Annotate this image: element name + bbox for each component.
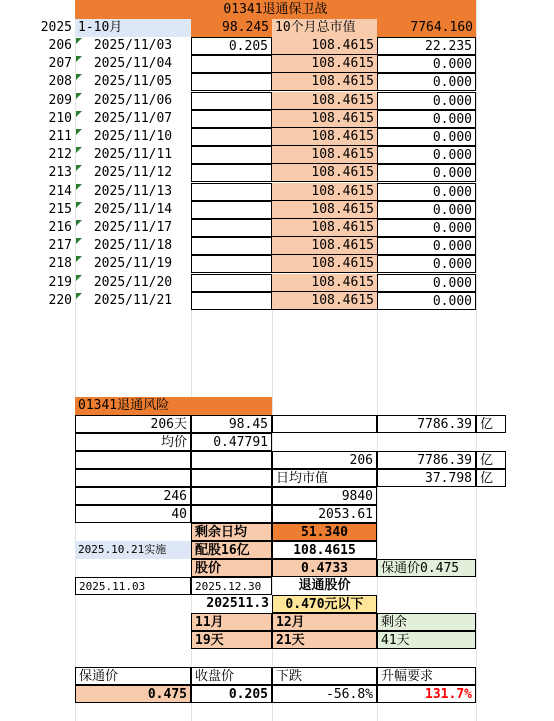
row-date[interactable]: 2025/11/06 <box>93 92 173 108</box>
row-price[interactable] <box>191 292 272 310</box>
row-value[interactable]: 0.000 <box>377 237 476 255</box>
row-price[interactable] <box>191 92 272 110</box>
row-cap[interactable]: 108.4615 <box>272 164 377 182</box>
row-date[interactable]: 2025/11/18 <box>93 238 173 254</box>
empty-cell[interactable] <box>191 469 272 487</box>
cell-indicator-icon <box>76 74 82 80</box>
header-avg[interactable]: 98.245 <box>191 19 272 37</box>
row-date[interactable]: 2025/11/21 <box>93 292 173 308</box>
price-value[interactable]: 0.4733 <box>272 559 377 577</box>
cell-indicator-icon <box>76 165 82 171</box>
top-table-title[interactable]: 01341退通保卫战 <box>75 0 476 19</box>
below-price[interactable]: 0.470元以下 <box>272 595 377 613</box>
cell-indicator-icon <box>76 202 82 208</box>
row-price[interactable] <box>191 110 272 128</box>
row-price[interactable] <box>191 128 272 146</box>
bottom-drop-value[interactable]: -56.8% <box>272 685 377 703</box>
cell-indicator-icon <box>76 93 82 99</box>
row-value[interactable]: 0.000 <box>377 128 476 146</box>
price-label[interactable]: 股价 <box>191 559 272 577</box>
bottom-header-close[interactable]: 收盘价 <box>191 667 272 685</box>
cell-indicator-icon <box>76 56 82 62</box>
row-number[interactable]: 216 <box>48 220 72 235</box>
risk-days[interactable]: 206天 <box>75 415 191 433</box>
remain-avg[interactable]: 51.340 <box>272 523 377 541</box>
row-value[interactable]: 0.000 <box>377 292 476 310</box>
row-number[interactable]: 206 <box>48 38 72 53</box>
row-number[interactable]: 207 <box>48 56 72 72</box>
row-date[interactable]: 2025/11/04 <box>93 56 173 72</box>
row-price[interactable] <box>191 255 272 273</box>
risk-total-2[interactable]: 7786.39 <box>377 451 476 469</box>
row-date[interactable]: 2025/11/17 <box>93 220 173 235</box>
row-number[interactable]: 217 <box>48 238 72 254</box>
row-date[interactable]: 2025/11/14 <box>93 201 173 217</box>
header-year[interactable]: 2025 <box>40 20 72 35</box>
row-date[interactable]: 2025/11/03 <box>93 38 173 53</box>
row-cap[interactable]: 108.4615 <box>272 92 377 110</box>
gridline <box>476 0 477 721</box>
row-date[interactable]: 2025/11/10 <box>93 129 173 144</box>
risk-days-avg[interactable]: 98.45 <box>191 415 272 433</box>
row-price[interactable] <box>191 219 272 237</box>
days-21[interactable]: 21天 <box>272 631 377 649</box>
empty-cell[interactable] <box>191 487 272 505</box>
row-price[interactable] <box>191 237 272 255</box>
row-number[interactable]: 211 <box>48 129 72 144</box>
empty-cell[interactable] <box>272 415 377 433</box>
cell-indicator-icon <box>76 111 82 117</box>
row-price[interactable] <box>191 183 272 201</box>
cell-indicator-icon <box>76 238 82 244</box>
header-total-label[interactable]: 10个月总市值 <box>272 19 377 37</box>
month-12[interactable]: 12月 <box>272 613 377 631</box>
cell-indicator-icon <box>76 129 82 135</box>
row-cap[interactable]: 108.4615 <box>272 110 377 128</box>
empty-cell[interactable] <box>191 505 272 523</box>
row-value[interactable]: 0.000 <box>377 92 476 110</box>
row-number[interactable]: 209 <box>48 92 72 108</box>
bottom-header-protect[interactable]: 保通价 <box>75 667 191 685</box>
row-value[interactable]: 0.000 <box>377 55 476 73</box>
bottom-protect-value[interactable]: 0.475 <box>75 685 191 703</box>
row-date[interactable]: 2025/11/12 <box>93 165 173 181</box>
row-cap[interactable]: 108.4615 <box>272 37 377 55</box>
remain-avg-label[interactable]: 剩余日均 <box>191 523 272 541</box>
row-value[interactable]: 0.000 <box>377 219 476 237</box>
row-cap[interactable]: 108.4615 <box>272 237 377 255</box>
row-value[interactable]: 0.000 <box>377 201 476 219</box>
risk-n40[interactable]: 40 <box>75 505 191 523</box>
protect-price-label[interactable]: 保通价0.475 <box>377 559 476 577</box>
row-number[interactable]: 218 <box>48 256 72 272</box>
empty-cell[interactable] <box>191 451 272 469</box>
row-cap[interactable]: 108.4615 <box>272 128 377 146</box>
risk-n246[interactable]: 246 <box>75 487 191 505</box>
row-price[interactable] <box>191 146 272 164</box>
unit-label: 亿 <box>476 469 506 487</box>
days-19[interactable]: 19天 <box>191 631 272 649</box>
row-date[interactable]: 2025/11/13 <box>93 183 173 199</box>
cell-indicator-icon <box>76 38 82 44</box>
delist-price-label[interactable]: 退通股价 <box>298 578 351 593</box>
impl-date[interactable]: 2025.10.21实施 <box>75 541 191 559</box>
bottom-rise-value[interactable]: 131.7% <box>377 685 476 703</box>
risk-total-1[interactable]: 7786.39 <box>377 415 476 433</box>
row-cap[interactable]: 108.4615 <box>272 292 377 310</box>
daily-cap[interactable]: 37.798 <box>377 469 476 487</box>
row-cap[interactable]: 108.4615 <box>272 55 377 73</box>
row-value[interactable]: 0.000 <box>377 73 476 91</box>
row-number[interactable]: 212 <box>48 147 72 163</box>
cell-indicator-icon <box>76 293 82 299</box>
row-price[interactable] <box>191 274 272 292</box>
row-number[interactable]: 219 <box>48 274 72 290</box>
risk-n206[interactable]: 206 <box>272 451 377 469</box>
row-price[interactable] <box>191 164 272 182</box>
bottom-header-rise[interactable]: 升幅要求 <box>377 667 476 685</box>
row-price[interactable] <box>191 201 272 219</box>
daily-cap-label[interactable]: 日均市值 <box>272 469 377 487</box>
unit-label: 亿 <box>476 415 506 433</box>
row-price[interactable]: 0.205 <box>191 37 272 55</box>
cell-indicator-icon <box>76 147 82 153</box>
row-date[interactable]: 2025/11/07 <box>93 110 173 126</box>
row-date[interactable]: 2025/11/19 <box>93 256 173 272</box>
row-value[interactable]: 22.235 <box>377 37 476 55</box>
row-number[interactable]: 213 <box>48 165 72 181</box>
cell-indicator-icon <box>76 184 82 190</box>
placing-label[interactable]: 配股16亿 <box>191 541 272 559</box>
row-price[interactable] <box>191 55 272 73</box>
cell-indicator-icon <box>76 256 82 262</box>
row-cap[interactable]: 108.4615 <box>272 274 377 292</box>
date-end[interactable]: 2025.12.30 <box>191 577 272 595</box>
risk-v2053[interactable]: 2053.61 <box>272 505 377 523</box>
row-price[interactable] <box>191 73 272 91</box>
month-11[interactable]: 11月 <box>191 613 272 631</box>
row-number[interactable]: 215 <box>48 201 72 217</box>
row-number[interactable]: 210 <box>48 110 72 126</box>
row-cap[interactable]: 108.4615 <box>272 255 377 273</box>
placing-value[interactable]: 108.4615 <box>272 541 377 559</box>
bottom-close-value[interactable]: 0.205 <box>191 685 272 703</box>
cell-indicator-icon <box>76 220 82 226</box>
row-value[interactable]: 0.000 <box>377 164 476 182</box>
avg-price-label[interactable]: 均价 <box>75 433 191 451</box>
row-value[interactable]: 0.000 <box>377 146 476 164</box>
bottom-header-drop[interactable]: 下跌 <box>272 667 377 685</box>
row-value[interactable]: 0.000 <box>377 110 476 128</box>
remain-label[interactable]: 剩余 <box>377 613 476 631</box>
row-value[interactable]: 0.000 <box>377 274 476 292</box>
unit-label: 亿 <box>476 451 506 469</box>
cell-indicator-icon <box>76 275 82 281</box>
row-cap[interactable]: 108.4615 <box>272 146 377 164</box>
row-value[interactable]: 0.000 <box>377 183 476 201</box>
row-date[interactable]: 2025/11/11 <box>93 147 173 163</box>
date-start[interactable]: 2025.11.03 <box>75 577 191 595</box>
row-number[interactable]: 214 <box>48 183 72 199</box>
row-cap[interactable]: 108.4615 <box>272 219 377 237</box>
row-number[interactable]: 220 <box>48 292 72 308</box>
empty-cell[interactable] <box>75 469 191 487</box>
row-number[interactable]: 208 <box>48 74 72 90</box>
empty-cell[interactable] <box>75 451 191 469</box>
row-cap[interactable]: 108.4615 <box>272 201 377 219</box>
days-41[interactable]: 41天 <box>377 631 476 649</box>
row-cap[interactable]: 108.4615 <box>272 73 377 91</box>
header-period[interactable]: 1-10月 <box>75 19 191 37</box>
avg-price[interactable]: 0.47791 <box>191 433 272 451</box>
risk-v9840[interactable]: 9840 <box>272 487 377 505</box>
date-3[interactable]: 202511.3 <box>206 596 269 611</box>
row-date[interactable]: 2025/11/05 <box>93 74 173 90</box>
header-total-value[interactable]: 7764.160 <box>377 19 476 37</box>
risk-title[interactable]: 01341退通风险 <box>75 397 272 415</box>
row-cap[interactable]: 108.4615 <box>272 183 377 201</box>
row-value[interactable]: 0.000 <box>377 255 476 273</box>
row-date[interactable]: 2025/11/20 <box>93 274 173 290</box>
